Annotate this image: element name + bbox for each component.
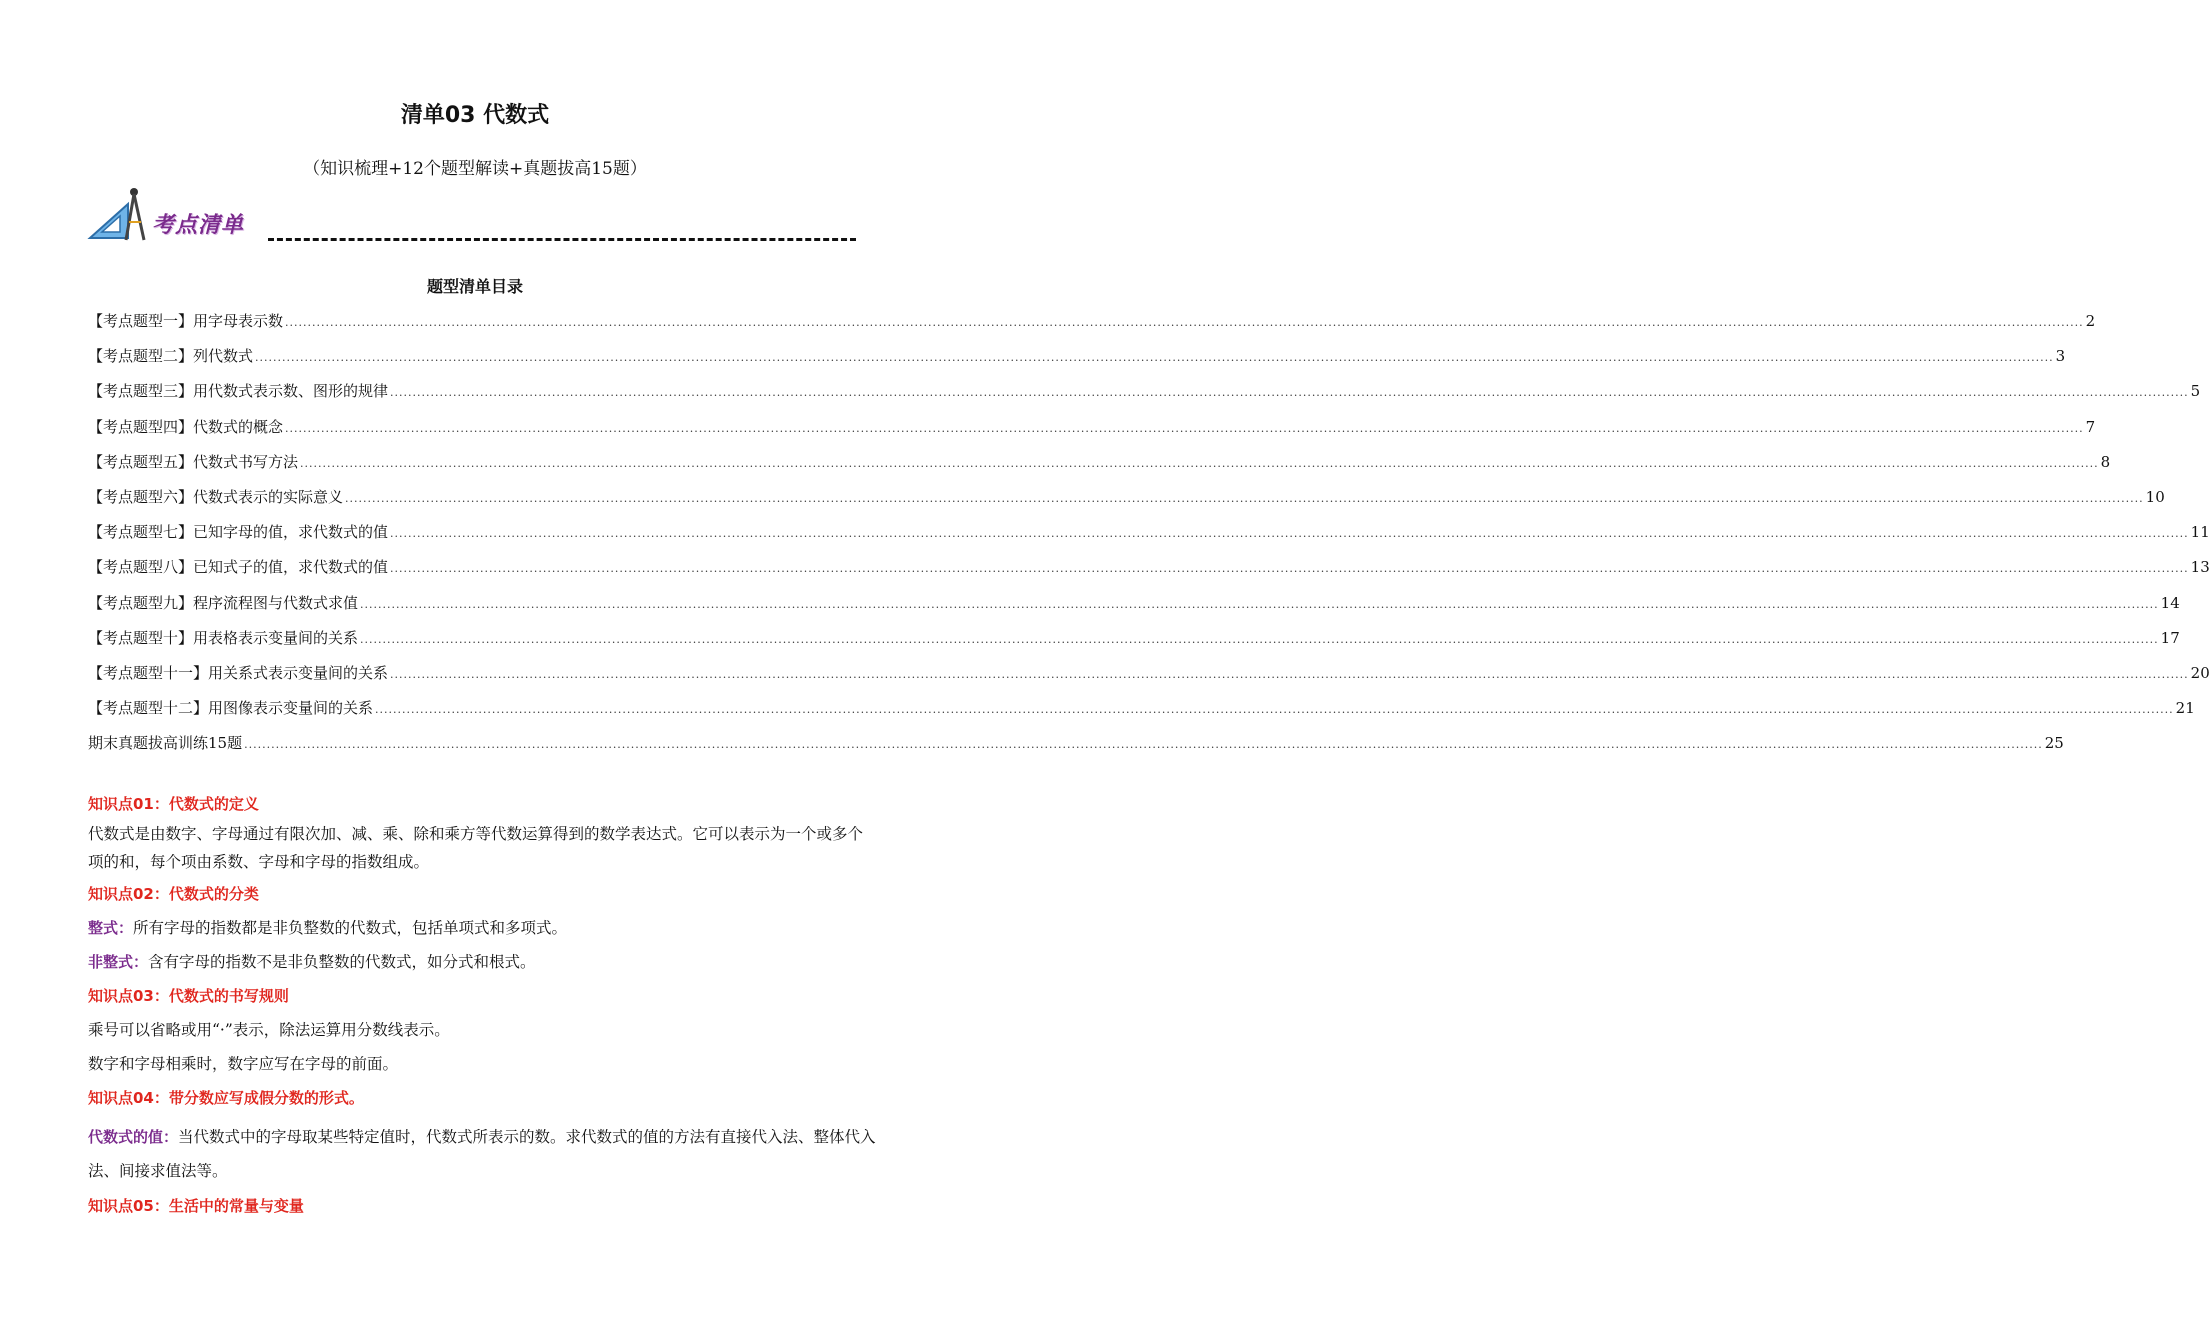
banner-label: 考点清单 [152, 212, 245, 238]
toc-leader-dots: ................................................................................................................................................................................................................................................................................................................................................................................................................ [345, 491, 2144, 505]
toc-leader-dots: ................................................................................................................................................................................................................................................................................................................................................................................................................ [255, 351, 2054, 365]
kp1-heading: 知识点01：代数式的定义 [88, 795, 259, 813]
toc-item[interactable] [88, 451, 2111, 486]
toc-item[interactable] [88, 380, 2201, 415]
toc-leader-dots: ................................................................................................................................................................................................................................................................................................................................................................................................................ [390, 527, 2189, 541]
toc-item[interactable] [88, 416, 2096, 451]
kp1-body: 代数式是由数字、字母通过有限次加、减、乘、除和乘方等代数运算得到的数学表达式。它可以表示为一个或多个项的和，每个项由系数、字母和字母的指数组成。 [88, 825, 864, 871]
toc-item-label: 【考点题型十】用表格表示变量间的关系 [88, 628, 359, 647]
kp4-body: 当代数式中的字母取某些特定值时，代数式所表示的数。求代数式的值的方法有直接代入法、整体代入法、间接求值法等。 [88, 1128, 876, 1180]
toc-leader-dots: ................................................................................................................................................................................................................................................................................................................................................................................................................ [390, 386, 2189, 400]
toc-item[interactable] [88, 310, 2096, 345]
toc-leader-dots: ................................................................................................................................................................................................................................................................................................................................................................................................................ [300, 456, 2099, 470]
drafting-tools-icon [86, 186, 156, 246]
toc-item-label: 【考点题型七】已知字母的值，求代数式的值 [88, 523, 389, 542]
section-banner [86, 186, 856, 246]
kp3-line-1: 乘号可以省略或用“·”表示，除法运算用分数线表示。 [88, 1021, 450, 1039]
toc-item[interactable] [88, 345, 2066, 380]
toc-item-label: 【考点题型二】列代数式 [88, 347, 254, 366]
page-title: 清单03 代数式 [400, 103, 550, 128]
toc-item-label: 【考点题型一】用字母表示数 [88, 312, 284, 330]
toc-item-label: 【考点题型五】代数式书写方法 [88, 452, 299, 471]
toc-item[interactable] [88, 592, 2180, 627]
kp4-heading: 知识点04：带分数应写成假分数的形式。 [88, 1089, 364, 1107]
kp2-body-2: 含有字母的指数不是非负整数的代数式，如分式和根式。 [148, 953, 536, 971]
toc-leader-dots: ................................................................................................................................................................................................................................................................................................................................................................................................................ [360, 632, 2159, 646]
toc-item-page: 7 [2085, 417, 2096, 436]
kp2-term-nonintegral: 非整式： [88, 953, 149, 971]
toc-leader-dots: ................................................................................................................................................................................................................................................................................................................................................................................................................ [390, 667, 2189, 681]
toc-item-label: 【考点题型三】用代数式表示数、图形的规律 [88, 382, 389, 401]
toc-leader-dots: ................................................................................................................................................................................................................................................................................................................................................................................................................ [390, 562, 2189, 576]
toc-item-page: 10 [2145, 487, 2165, 506]
table-of-contents [88, 310, 2210, 767]
toc-item-page: 3 [2055, 347, 2066, 366]
kp5-heading: 知识点05：生活中的常量与变量 [88, 1197, 304, 1215]
toc-item-label: 【考点题型十二】用图像表示变量间的关系 [88, 699, 374, 718]
kp4-item [88, 1120, 878, 1188]
toc-item-page: 14 [2160, 593, 2180, 612]
toc-item-page: 2 [2085, 312, 2096, 330]
toc-item-label: 【考点题型四】代数式的概念 [88, 417, 284, 436]
toc-leader-dots: ................................................................................................................................................................................................................................................................................................................................................................................................................ [244, 738, 2043, 752]
toc-item[interactable] [88, 627, 2180, 662]
toc-item[interactable] [88, 521, 2210, 556]
toc-item[interactable] [88, 697, 2195, 732]
toc-item[interactable] [88, 556, 2210, 591]
toc-item-label: 【考点题型九】程序流程图与代数式求值 [88, 593, 359, 612]
toc-leader-dots: ................................................................................................................................................................................................................................................................................................................................................................................................................ [285, 421, 2084, 435]
toc-leader-dots: ................................................................................................................................................................................................................................................................................................................................................................................................................ [375, 703, 2174, 717]
toc-item-page: 25 [2044, 734, 2064, 753]
toc-leader-dots: ................................................................................................................................................................................................................................................................................................................................................................................................................ [360, 597, 2159, 611]
toc-item-page: 20 [2190, 663, 2210, 682]
toc-item-page: 5 [2190, 382, 2201, 401]
toc-heading: 题型清单目录 [426, 277, 523, 296]
page-subtitle: （知识梳理+12个题型解读+真题拔高15题） [303, 159, 647, 179]
toc-item-label: 【考点题型六】代数式表示的实际意义 [88, 487, 344, 506]
toc-item-label: 期末真题拔高训练15题 [88, 734, 243, 753]
toc-item-page: 13 [2190, 558, 2210, 577]
toc-item-label: 【考点题型十一】用关系式表示变量间的关系 [88, 663, 389, 682]
toc-item[interactable] [88, 732, 2064, 767]
kp3-heading: 知识点03：代数式的书写规则 [88, 987, 289, 1005]
knowledge-section [88, 790, 878, 1220]
kp4-term-value: 代数式的值： [88, 1128, 179, 1146]
toc-item[interactable] [88, 662, 2210, 697]
kp2-item-2 [88, 948, 878, 976]
toc-item-page: 11 [2190, 523, 2210, 542]
kp3-line-2: 数字和字母相乘时，数字应写在字母的前面。 [88, 1055, 399, 1073]
toc-item[interactable] [88, 486, 2165, 521]
toc-leader-dots: ................................................................................................................................................................................................................................................................................................................................................................................................................ [285, 316, 2084, 329]
kp2-body-1: 所有字母的指数都是非负整数的代数式，包括单项式和多项式。 [133, 919, 568, 937]
toc-item-page: 17 [2160, 628, 2180, 647]
toc-item-page: 21 [2175, 699, 2195, 718]
toc-item-page: 8 [2100, 452, 2111, 471]
kp2-term-integral: 整式： [88, 919, 134, 937]
banner-dashed-rule [268, 238, 856, 241]
kp2-heading: 知识点02：代数式的分类 [88, 885, 259, 903]
kp2-item-1 [88, 914, 878, 942]
toc-item-label: 【考点题型八】已知式子的值，求代数式的值 [88, 558, 389, 577]
